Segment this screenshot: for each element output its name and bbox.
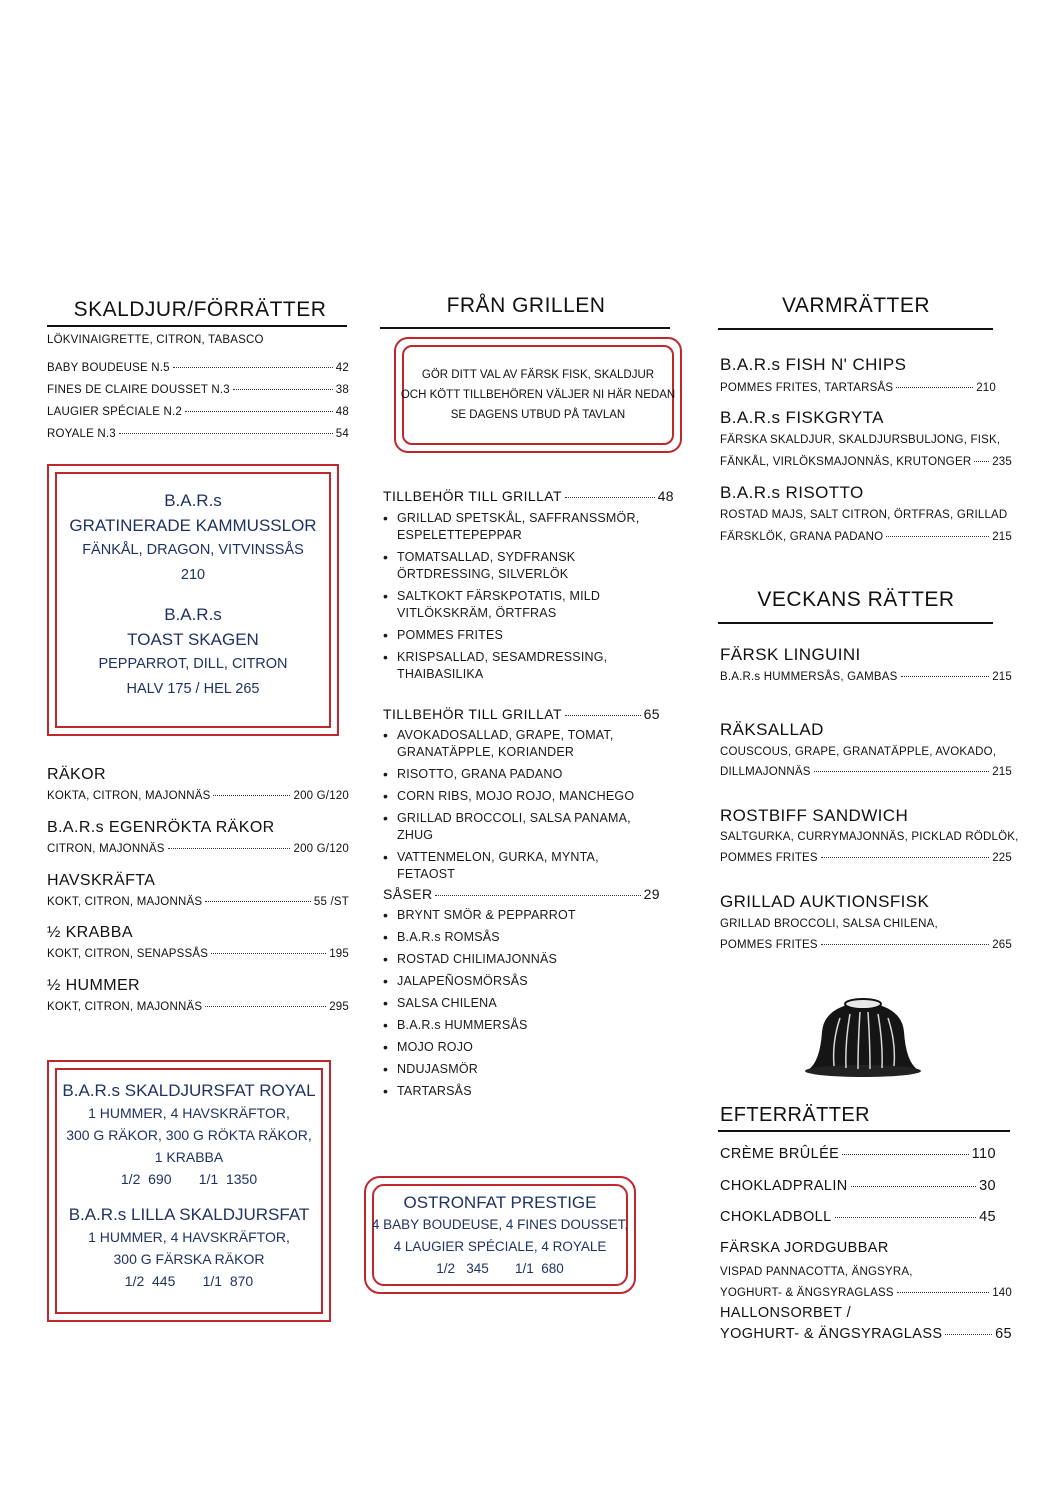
item-title: B.A.R.s EGENRÖKTA RÄKOR <box>47 819 275 836</box>
list-item: • TARTARSÅS <box>383 1083 643 1100</box>
item-title: FÄRSK LINGUINI <box>720 645 861 664</box>
list-item: CRÈME BRÛLÉE 110 <box>720 1146 996 1162</box>
heading-fran-grillen: FRÅN GRILLEN <box>446 294 606 317</box>
box-desc: 4 LAUGIER SPÉCIALE, 4 ROYALE <box>393 1239 607 1254</box>
list-item: KOKT, CITRON, SENAPSSÅS 195 <box>47 948 349 960</box>
list-item: CHOKLADPRALIN 30 <box>720 1178 996 1194</box>
list-item: • B.A.R.s ROMSÅS <box>383 929 643 946</box>
oyster-platter-box <box>364 1176 636 1294</box>
box-price: 210 <box>180 567 206 583</box>
box-title: B.A.R.s <box>164 491 222 510</box>
list-item: KOKTA, CITRON, MAJONNÄS 200 G/120 <box>47 790 349 802</box>
list-item: • B.A.R.s HUMMERSÅS <box>383 1017 643 1034</box>
divider <box>380 327 670 329</box>
box-desc: PEPPARROT, DILL, CITRON <box>98 656 288 672</box>
list-item: • VATTENMELON, GURKA, MYNTA, FETAOST <box>383 849 643 883</box>
divider <box>718 328 993 330</box>
heading-veckans: VECKANS RÄTTER <box>757 588 955 611</box>
item-desc: GRILLAD BROCCOLI, SALSA CHILENA, <box>720 918 938 930</box>
list-item: POMMES FRITES, TARTARSÅS 210 <box>720 382 996 394</box>
notice-box <box>394 337 682 453</box>
list-item: • ROSTAD CHILIMAJONNÄS <box>383 951 643 968</box>
box-price: HALV 175 / HEL 265 <box>126 681 260 697</box>
list-item: YOGHURT- & ÄNGSYRAGLASS 65 <box>720 1326 1012 1342</box>
jelly-mould-illustration <box>800 992 926 1078</box>
item-title: RÄKOR <box>47 766 106 783</box>
box-desc: 1 HUMMER, 4 HAVSKRÄFTOR, <box>88 1229 290 1245</box>
heading-efterratter: EFTERRÄTTER <box>720 1104 870 1126</box>
item-title: RÄKSALLAD <box>720 720 824 739</box>
box-title: GRATINERADE KAMMUSSLOR <box>69 516 317 535</box>
list-item: • KRISPSALLAD, SESAMDRESSING, THAIBASILIKA <box>383 649 668 683</box>
list-item: • BRYNT SMÖR & PEPPARROT <box>383 907 643 924</box>
item-title: B.A.R.s FISH N' CHIPS <box>720 355 907 374</box>
list-item: • SALSA CHILENA <box>383 995 643 1012</box>
list-item: LAUGIER SPÉCIALE N.2 48 <box>47 406 349 418</box>
list-item: • JALAPEÑOSMÖRSÅS <box>383 973 643 990</box>
list-item: • TOMATSALLAD, SYDFRANSK ÖRTDRESSING, SILVERLÖK <box>383 549 668 583</box>
group-header: TILLBEHÖR TILL GRILLAT 65 <box>383 706 660 722</box>
item-desc: FÄRSKA SKALDJUR, SKALDJURSBULJONG, FISK, <box>720 434 1001 446</box>
divider <box>718 622 993 624</box>
platter-box <box>47 1060 331 1322</box>
sides-list-1 <box>383 510 668 688</box>
list-item: BABY BOUDEUSE N.5 42 <box>47 362 349 374</box>
item-desc: SALTGURKA, CURRYMAJONNÄS, PICKLAD RÖDLÖK, <box>720 831 1019 843</box>
box-desc: 300 G RÄKOR, 300 G RÖKTA RÄKOR, <box>66 1127 312 1143</box>
list-item: FINES DE CLAIRE DOUSSET N.3 38 <box>47 384 349 396</box>
box-price: 1/2 345 1/1 680 <box>436 1261 564 1276</box>
item-title: GRILLAD AUKTIONSFISK <box>720 892 930 911</box>
box-price: 1/2 690 1/1 1350 <box>120 1171 258 1187</box>
box-desc: 300 G FÄRSKA RÄKOR <box>113 1251 265 1267</box>
notice-line: OCH KÖTT TILLBEHÖREN VÄLJER NI HÄR NEDAN <box>400 389 676 401</box>
scallops-toast-box <box>47 464 339 736</box>
list-item: KOKT, CITRON, MAJONNÄS 295 <box>47 1001 349 1013</box>
sides-list-2 <box>383 727 643 888</box>
item-title: HAVSKRÄFTA <box>47 872 156 889</box>
sauce-list <box>383 907 643 1105</box>
list-item: FÄNKÅL, VIRLÖKSMAJONNÄS, KRUTONGER 235 <box>720 456 1012 468</box>
list-item: • NDUJASMÖR <box>383 1061 643 1078</box>
list-item: • GRILLAD BROCCOLI, SALSA PANAMA, ZHUG <box>383 810 643 844</box>
list-item: • MOJO ROJO <box>383 1039 643 1056</box>
item-title: ½ KRABBA <box>47 924 133 941</box>
list-item: ROYALE N.3 54 <box>47 428 349 440</box>
list-item: • CORN RIBS, MOJO ROJO, MANCHEGO <box>383 788 643 805</box>
list-item: • POMMES FRITES <box>383 627 668 644</box>
list-item: FÄRSKLÖK, GRANA PADANO 215 <box>720 531 1012 543</box>
list-item: CHOKLADBOLL 45 <box>720 1209 996 1225</box>
item-desc: COUSCOUS, GRAPE, GRANATÄPPLE, AVOKADO, <box>720 746 997 758</box>
list-item: • AVOKADOSALLAD, GRAPE, TOMAT, GRANATÄPPLE, KORIANDER <box>383 727 643 761</box>
list-item: B.A.R.s HUMMERSÅS, GAMBAS 215 <box>720 671 1012 683</box>
list-item: POMMES FRITES 225 <box>720 852 1012 864</box>
list-item: CITRON, MAJONNÄS 200 G/120 <box>47 843 349 855</box>
item-title: B.A.R.s FISKGRYTA <box>720 408 884 427</box>
item-title: HALLONSORBET / <box>720 1305 852 1321</box>
box-title: TOAST SKAGEN <box>127 630 259 649</box>
group-header: TILLBEHÖR TILL GRILLAT 48 <box>383 488 674 504</box>
item-title: FÄRSKA JORDGUBBAR <box>720 1240 889 1256</box>
item-desc: ROSTAD MAJS, SALT CITRON, ÖRTFRAS, GRILLAD <box>720 509 1008 521</box>
list-item: DILLMAJONNÄS 215 <box>720 766 1012 778</box>
box-title: OSTRONFAT PRESTIGE <box>403 1193 597 1212</box>
list-item: YOGHURT- & ÄNGSYRAGLASS 140 <box>720 1287 1012 1299</box>
heading-varmratter: VARMRÄTTER <box>781 294 931 317</box>
box-desc: 1 HUMMER, 4 HAVSKRÄFTOR, <box>88 1105 290 1121</box>
item-title: B.A.R.s RISOTTO <box>720 483 864 502</box>
divider <box>47 325 347 327</box>
oyster-subtitle: LÖKVINAIGRETTE, CITRON, TABASCO <box>47 334 264 346</box>
box-desc: 4 BABY BOUDEUSE, 4 FINES DOUSSET, <box>371 1217 629 1232</box>
box-title: B.A.R.s LILLA SKALDJURSFAT <box>68 1205 310 1224</box>
notice-line: GÖR DITT VAL AV FÄRSK FISK, SKALDJUR <box>421 369 655 381</box>
group-header: SÅSER 29 <box>383 886 660 902</box>
box-desc: 1 KRABBA <box>154 1149 224 1165</box>
item-title: ½ HUMMER <box>47 977 140 994</box>
box-price: 1/2 445 1/1 870 <box>124 1273 254 1289</box>
notice-line: SE DAGENS UTBUD PÅ TAVLAN <box>450 409 626 421</box>
heading-skaldjur: SKALDJUR/FÖRRÄTTER <box>73 298 327 321</box>
list-item: POMMES FRITES 265 <box>720 939 1012 951</box>
box-title: B.A.R.s <box>164 605 222 624</box>
list-item: • RISOTTO, GRANA PADANO <box>383 766 643 783</box>
item-desc: VISPAD PANNACOTTA, ÄNGSYRA, <box>720 1266 913 1278</box>
list-item: KOKT, CITRON, MAJONNÄS 55 /ST <box>47 896 349 908</box>
divider <box>718 1130 1010 1132</box>
list-item: • SALTKOKT FÄRSKPOTATIS, MILD VITLÖKSKRÄM, ÖRTFRAS <box>383 588 668 622</box>
box-title: B.A.R.s SKALDJURSFAT ROYAL <box>62 1081 316 1100</box>
item-title: ROSTBIFF SANDWICH <box>720 806 909 825</box>
box-desc: FÄNKÅL, DRAGON, VITVINSSÅS <box>82 542 304 558</box>
list-item: • GRILLAD SPETSKÅL, SAFFRANSSMÖR, ESPELETTEPEPPAR <box>383 510 668 544</box>
